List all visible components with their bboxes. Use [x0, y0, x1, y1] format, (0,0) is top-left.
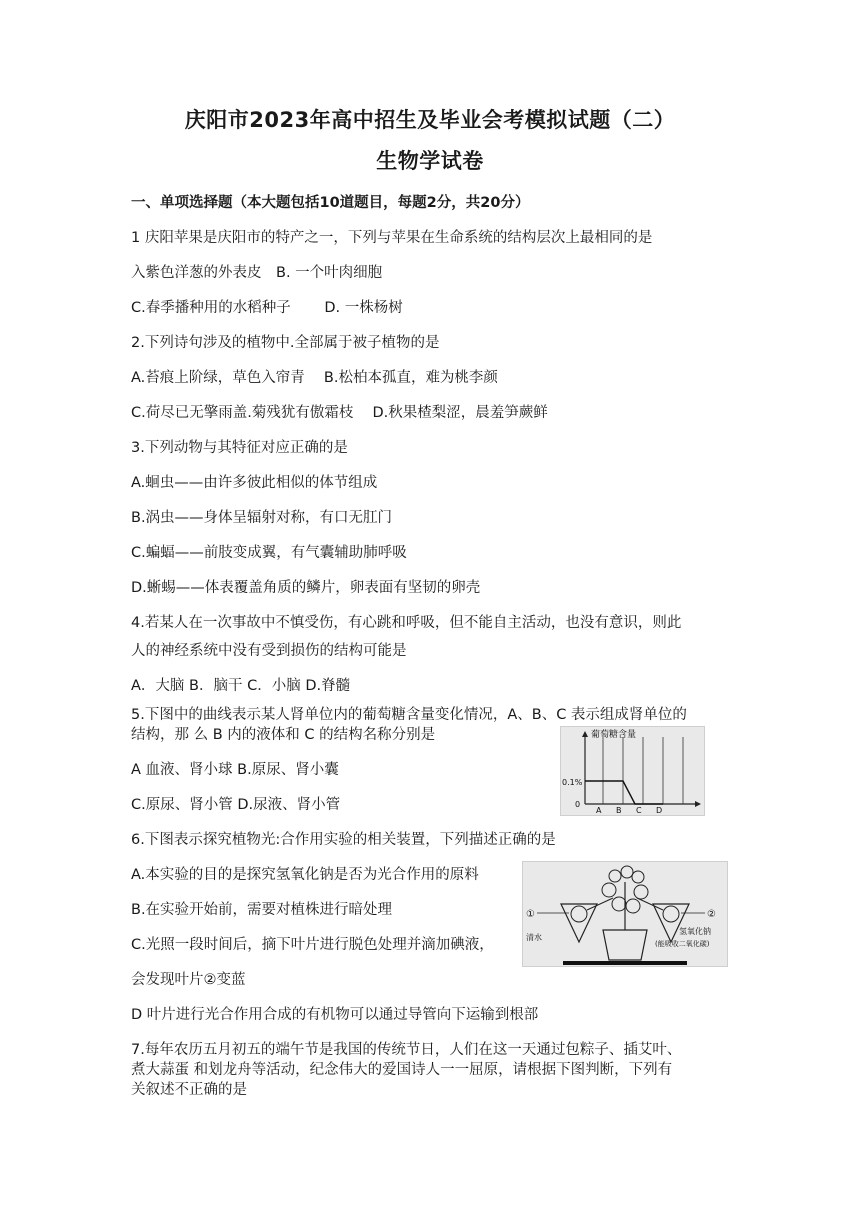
question-2-options-ab: A.苔痕上阶绿，草色入帘青 B.松柏本孤直，难为桃李颜 — [131, 370, 498, 386]
question-3-option-a: A.蛔虫——由许多彼此相似的体节组成 — [131, 475, 378, 491]
exam-subtitle: 生物学试卷 — [376, 149, 484, 173]
label-2: ② — [707, 909, 716, 920]
question-5-options-ab: A 血液、肾小球 B.原尿、肾小囊 — [131, 762, 339, 778]
plant-leaf — [632, 871, 644, 883]
question-5-stem-line1: 5.下图中的曲线表示某人肾单位内的葡萄糖含量变化情况，A、B、C 表示组成肾单位的 — [131, 707, 687, 723]
question-7-stem-line1: 7.每年农历五月初五的端午节是我国的传统节日，人们在这一天通过包粽子、插艾叶、 — [131, 1042, 682, 1058]
table-base — [563, 961, 687, 965]
question-4-stem-line2: 人的神经系统中没有受到损伤的结构可能是 — [131, 643, 407, 659]
question-6-option-c-line2: 会发现叶片②变蓝 — [131, 972, 246, 988]
question-7-stem-line2: 煮大蒜蛋 和划龙舟等活动，纪念伟大的爱国诗人一一屈原，请根据下图判断，下列有 — [131, 1062, 673, 1078]
section-header: 一、单项选择题（本大题包括10道题目，每题2分，共20分） — [131, 195, 530, 211]
plant-leaf — [626, 899, 640, 913]
question-7-stem-line3: 关叙述不正确的是 — [131, 1082, 247, 1098]
question-3-option-b: B.涡虫——身体呈辐射对称，有口无肛门 — [131, 510, 393, 526]
question-5-options-cd: C.原尿、肾小管 D.尿液、肾小管 — [131, 797, 341, 813]
label-water: 清水 — [526, 933, 542, 942]
question-6-stem: 6.下图表示探究植物光:合作用实验的相关装置，下列描述正确的是 — [131, 832, 556, 848]
photosynthesis-apparatus-figure — [522, 861, 728, 967]
question-6-option-c-line1: C.光照一段时间后，摘下叶片进行脱色处理并滴加碘液， — [131, 937, 494, 953]
question-3-stem: 3.下列动物与其特征对应正确的是 — [131, 440, 348, 456]
label-naoh-note: (能吸收二氧化碳) — [655, 940, 710, 948]
plant-leaf — [621, 866, 633, 878]
question-4-stem-line1: 4.若某人在一次事故中不慎受伤，有心跳和呼吸，但不能自主活动，也没有意识，则此 — [131, 615, 682, 631]
question-2-stem: 2.下列诗句涉及的植物中.全部属于被子植物的是 — [131, 335, 440, 351]
right-enclosed-leaf — [663, 906, 679, 922]
flower-pot — [603, 930, 647, 960]
question-6-option-a: A.本实验的目的是探究氢氧化钠是否为光合作用的原料 — [131, 867, 479, 883]
x-label-c: C — [636, 806, 642, 815]
question-3-option-d: D.蜥蜴——体表覆盖角质的鳞片，卵表面有坚韧的卵壳 — [131, 580, 481, 596]
x-label-a: A — [596, 806, 602, 815]
question-6-option-b: B.在实验开始前，需要对植株进行暗处理 — [131, 902, 393, 918]
question-1-options-cd: C.春季播种用的水稻种子 D. 一株杨树 — [131, 300, 403, 316]
right-flask — [653, 904, 689, 942]
question-6-option-d: D 叶片进行光合作用合成的有机物可以通过导管向下运输到根部 — [131, 1007, 539, 1023]
x-label-b: B — [616, 806, 622, 815]
left-flask — [561, 904, 597, 942]
x-axis-arrow — [695, 801, 701, 807]
question-1-stem: 1 庆阳苹果是庆阳市的特产之一，下列与苹果在生命系统的结构层次上最相同的是 — [131, 230, 653, 246]
left-enclosed-leaf — [571, 906, 587, 922]
question-4-options: A．大脑 B．脑干 C．小脑 D.脊髓 — [131, 678, 351, 694]
glucose-curve-svg — [561, 727, 704, 815]
question-2-options-cd: C.荷尽已无擎雨盖.菊残犹有傲霜枝 D.秋果楂梨涩，晨羞笋蕨鲜 — [131, 405, 548, 421]
y-axis-label: 葡萄糖含量 — [591, 730, 637, 740]
plant-leaf — [612, 897, 626, 911]
plant-leaf — [609, 870, 621, 882]
glucose-curve-line — [585, 781, 663, 804]
tick-label-zero: 0 — [575, 800, 581, 809]
question-5-stem-line2: 结构，那 么 B 内的液体和 C 的结构名称分别是 — [131, 727, 436, 743]
question-1-options-ab: 入紫色洋葱的外表皮 B. 一个叶肉细胞 — [131, 265, 383, 281]
glucose-curve-figure — [560, 726, 705, 816]
plant-leaf — [634, 885, 648, 899]
label-1: ① — [526, 909, 535, 920]
x-label-d: D — [656, 806, 663, 815]
question-3-option-c: C.蝙蝠——前肢变成翼，有气囊辅助肺呼吸 — [131, 545, 407, 561]
exam-title: 庆阳市2023年高中招生及毕业会考模拟试题（二） — [184, 108, 676, 132]
apparatus-svg — [523, 862, 727, 966]
plant-leaf — [602, 883, 616, 897]
label-naoh: 氢氧化钠 — [679, 927, 711, 936]
y-axis-arrow — [582, 731, 588, 737]
tick-label-0-1-percent: 0.1% — [562, 778, 583, 787]
